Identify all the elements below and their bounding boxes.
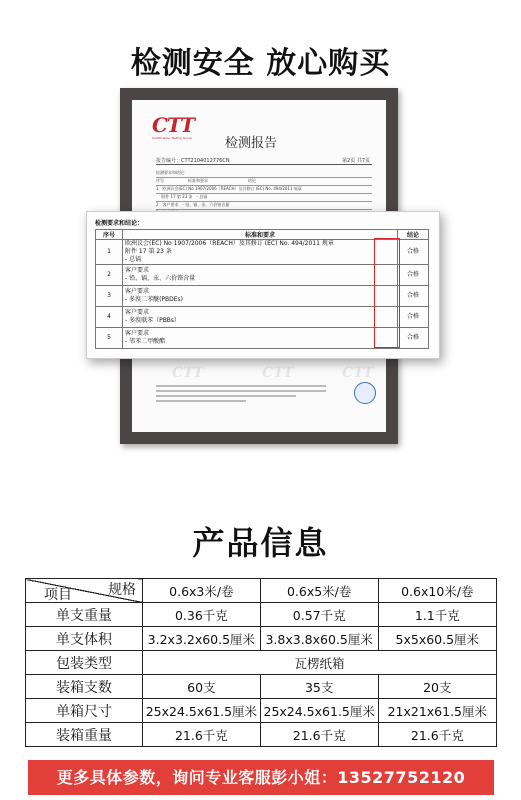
ctt-watermark: CTT [342,365,374,381]
result-table-title: 检测要求和结论： [95,220,144,227]
spec-row-label: 单支体积 [26,627,143,651]
row-result: 合格 [398,328,429,349]
spec-cell: 3.2x3.2x60.5厘米 [142,627,260,651]
spec-cell: 21.6千克 [260,723,378,747]
spec-row-label: 装箱重量 [26,723,143,747]
spec-cell: 3.8x3.8x60.5厘米 [260,627,378,651]
spec-column-header: 0.6x5米/卷 [260,579,378,603]
spec-cell-merged: 瓦楞纸箱 [142,651,496,675]
spec-cell: 35支 [260,675,378,699]
row-standard [123,240,398,265]
row-line: 附件 17 第 23 条 [125,248,172,255]
spec-row [26,603,497,627]
spec-row [26,699,497,723]
row-result: 合格 [398,240,429,265]
spec-row-label: 单箱尺寸 [26,699,143,723]
row-no: 3 [96,286,123,307]
row-standard [123,328,398,349]
spec-cell: 21.6千克 [378,723,496,747]
corner-spec-label: 规格 [107,582,136,598]
row-line: 客户要求 [125,330,150,337]
row-result: 合格 [398,307,429,328]
mini-row: 序号 标准和要求 结论 [156,178,372,186]
ctt-logo-subtitle: Certification Testing Group [152,136,192,140]
row-no: 5 [96,328,123,349]
spec-header-row [26,579,497,603]
ctt-watermark: CTT [262,365,294,381]
spec-row-label: 装箱支数 [26,675,143,699]
header-result: 结论 [398,230,429,240]
product-info-title: 产品信息 [192,524,329,562]
row-no: 4 [96,307,123,328]
spec-cell: 60支 [142,675,260,699]
spec-cell: 25x24.5x61.5厘米 [260,699,378,723]
row-line: - 铅、镉、汞、六价铬含量 [125,275,196,282]
row-line: - 多溴二苯醚(PBDEs) [125,296,184,303]
row-standard [123,265,398,286]
report-page: 第2页 共7页 [342,158,370,164]
row-result: 合格 [398,286,429,307]
mini-row: 附件 17 第 23 条 - 总镉 [156,194,372,202]
ctt-watermark: CTT [172,365,204,381]
corner-item-label: 项目 [44,587,72,603]
spec-cell: 21.6千克 [142,723,260,747]
spec-column-header: 0.6x3米/卷 [142,579,260,603]
row-line: 客户要求 [125,288,150,295]
spec-row-label: 包装类型 [26,651,143,675]
row-line: - 总镉 [125,256,142,263]
spec-cell: 0.57千克 [260,603,378,627]
row-line: 客户要求 [125,267,150,274]
product-spec-table [25,578,497,747]
report-number: 报告编号：CTT2104012776CN [156,158,230,164]
row-result: 合格 [398,265,429,286]
spec-cell: 0.36千克 [142,603,260,627]
result-highlight-box [374,238,400,348]
mini-row: 1 欧洲议会(EC) No 1907/2006（REACH）及其修订 (EC) No. 494/2011 规章 [156,186,372,194]
spec-cell: 25x24.5x61.5厘米 [142,699,260,723]
ctt-logo: CTT [152,113,194,137]
spec-cell: 1.1千克 [378,603,496,627]
spec-row [26,627,497,651]
spec-cell: 5x5x60.5厘米 [378,627,496,651]
row-line: 欧洲议会(EC) No 1907/2006（REACH）及其修订 (EC) No. 494/2011 规章 [125,240,334,247]
row-line: 客户要求 [125,309,150,316]
spec-cell: 20支 [378,675,496,699]
spec-row [26,651,497,675]
spec-corner-cell [26,579,143,603]
spec-column-header: 0.6x10米/卷 [378,579,496,603]
certification-seal-icon [354,382,376,404]
report-divider [156,164,372,165]
mini-row: 检测要求和结论： [156,170,372,178]
spec-cell: 21x21x61.5厘米 [378,699,496,723]
mini-row: 2 客户要求 - 铅、镉、汞、六价铬含量 [156,202,372,210]
header-no: 序号 [96,230,123,240]
report-title: 检测报告 [225,136,278,151]
spec-row [26,723,497,747]
page-title: 检测安全 放心购买 [130,46,391,81]
row-no: 1 [96,240,123,265]
row-standard [123,307,398,328]
contact-banner: 更多具体参数，询问专业客服彭小姐：13527752120 [28,760,494,795]
spec-row-label: 单支重量 [26,603,143,627]
header-standard: 标准和要求 [123,230,398,240]
spec-row [26,675,497,699]
report-footer-text [156,385,326,405]
row-no: 2 [96,265,123,286]
row-line: - 邻苯二甲酸酯 [125,338,166,345]
result-table-zoom [86,211,440,359]
row-standard [123,286,398,307]
row-line: - 多溴联苯（PBBs） [125,317,181,324]
